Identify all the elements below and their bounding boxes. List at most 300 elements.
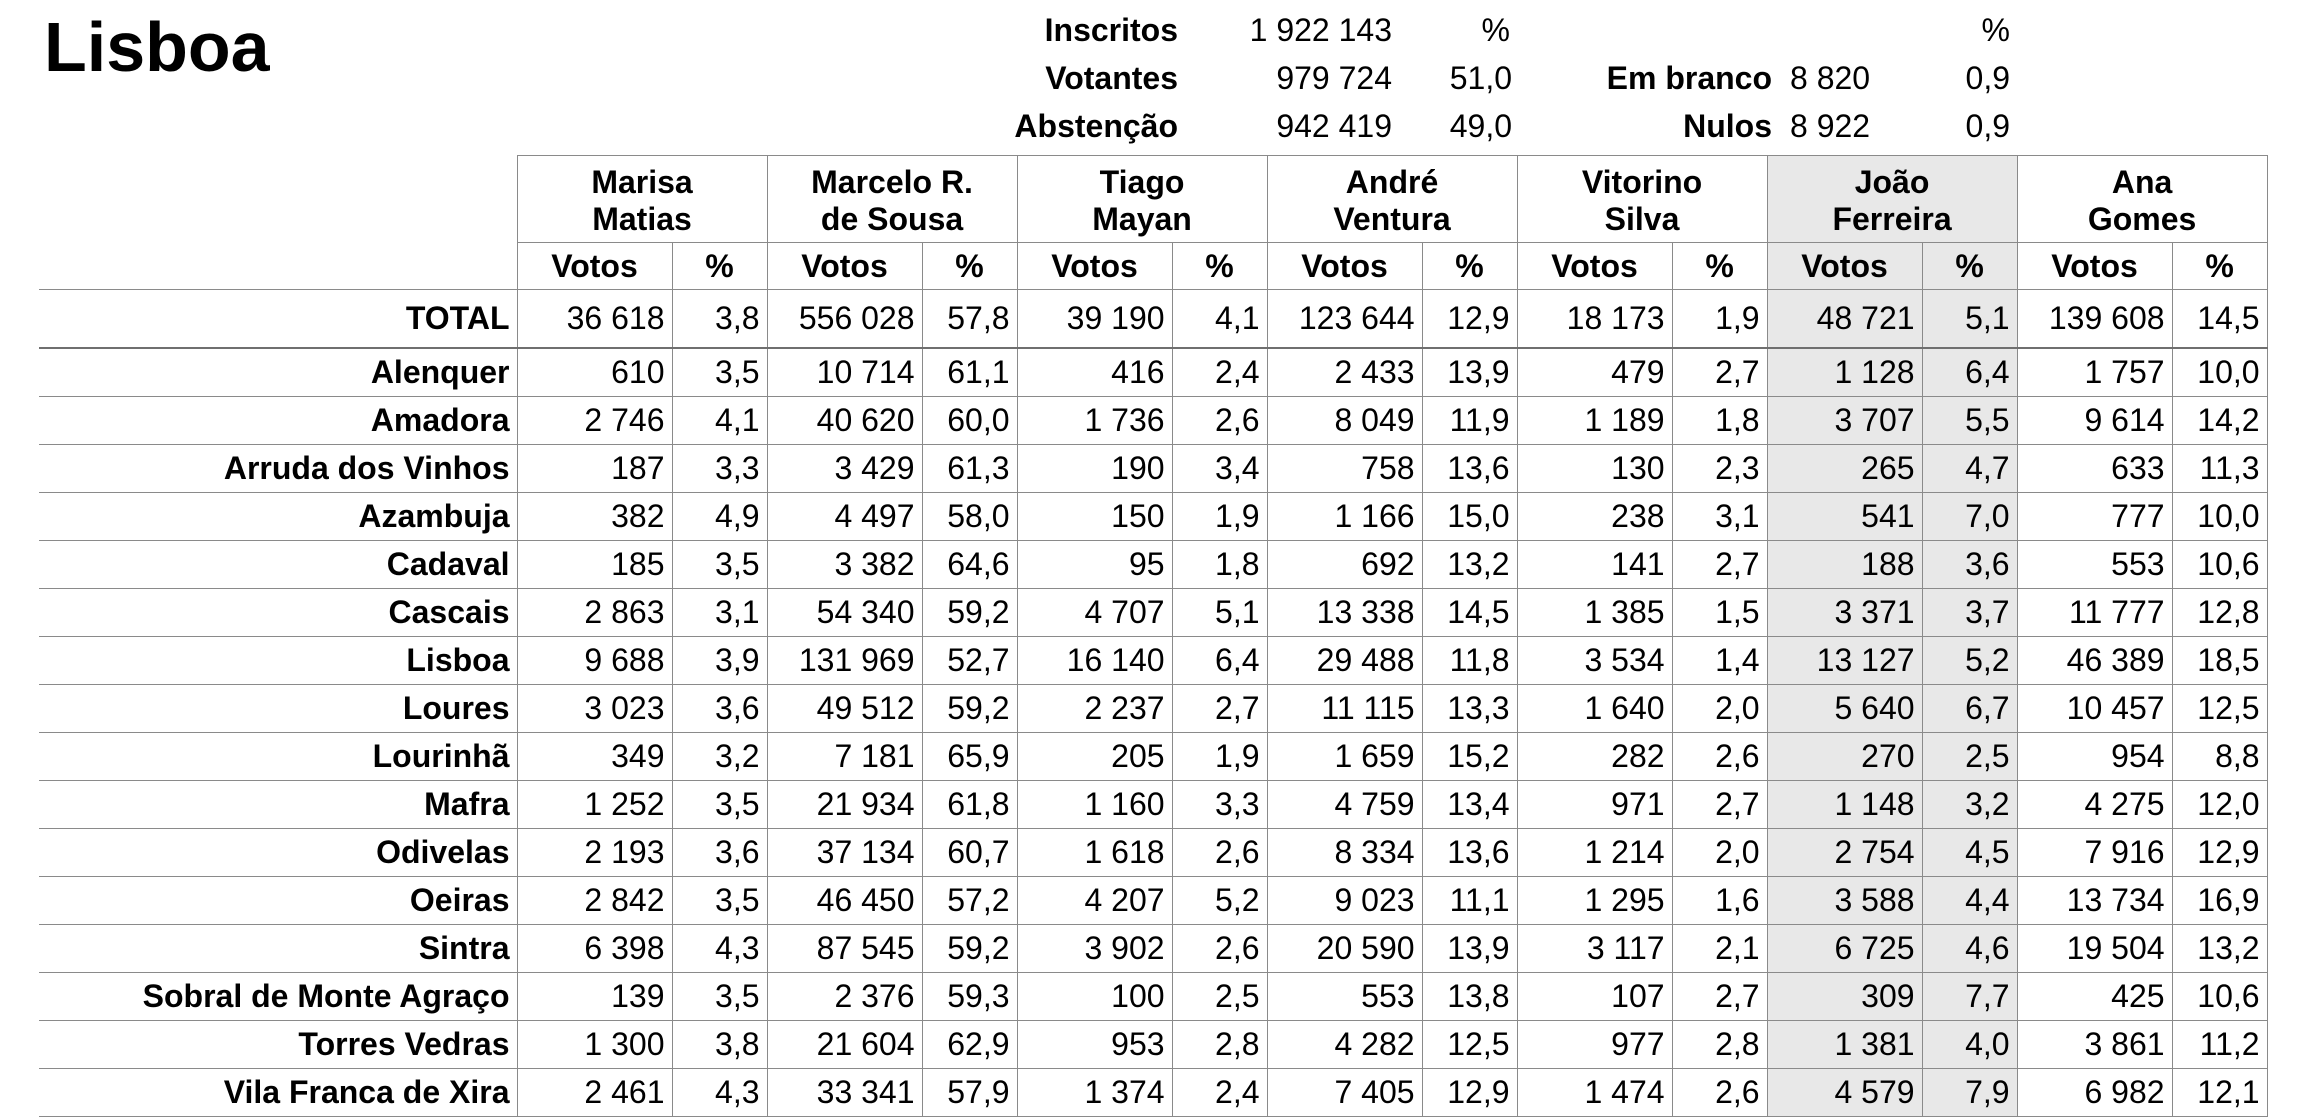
summary-abstencao-label: Abstenção bbox=[1014, 108, 1178, 144]
candidate-name-line2: Ventura bbox=[1333, 201, 1451, 237]
percent-cell: 11,8 bbox=[1422, 637, 1517, 685]
votes-cell: 1 252 bbox=[517, 781, 672, 829]
votes-cell: 2 863 bbox=[517, 589, 672, 637]
votes-cell: 425 bbox=[2017, 973, 2172, 1021]
percent-cell: 5,1 bbox=[1922, 290, 2017, 349]
percent-cell: 2,4 bbox=[1172, 1069, 1267, 1117]
votes-cell: 553 bbox=[2017, 541, 2172, 589]
candidate-name-line2: Gomes bbox=[2087, 201, 2197, 237]
percent-cell: 12,5 bbox=[2172, 685, 2267, 733]
results-body bbox=[39, 290, 2267, 1117]
votes-cell: 954 bbox=[2017, 733, 2172, 781]
votes-cell: 10 457 bbox=[2017, 685, 2172, 733]
summary-pct-header-2: % bbox=[1981, 12, 2010, 48]
votes-cell: 9 614 bbox=[2017, 397, 2172, 445]
votes-cell: 692 bbox=[1267, 541, 1422, 589]
votes-column-header: Votos bbox=[1517, 243, 1672, 290]
votes-cell: 3 023 bbox=[517, 685, 672, 733]
votes-cell: 1 474 bbox=[1517, 1069, 1672, 1117]
votes-cell: 758 bbox=[1267, 445, 1422, 493]
percent-cell: 58,0 bbox=[922, 493, 1017, 541]
municipality-name: Alenquer bbox=[39, 348, 517, 397]
percent-cell: 11,2 bbox=[2172, 1021, 2267, 1069]
percent-cell: 12,1 bbox=[2172, 1069, 2267, 1117]
votes-cell: 48 721 bbox=[1767, 290, 1922, 349]
votes-cell: 6 398 bbox=[517, 925, 672, 973]
candidate-name-line1: André bbox=[1345, 164, 1439, 200]
votes-cell: 4 275 bbox=[2017, 781, 2172, 829]
votes-cell: 1 736 bbox=[1017, 397, 1172, 445]
votes-cell: 3 382 bbox=[767, 541, 922, 589]
summary-nulos-value: 8 922 bbox=[1790, 108, 1871, 144]
candidate-name-line1: Ana bbox=[2111, 164, 2173, 200]
percent-cell: 11,3 bbox=[2172, 445, 2267, 493]
votes-cell: 3 371 bbox=[1767, 589, 1922, 637]
municipality-name: Lisboa bbox=[39, 637, 517, 685]
votes-cell: 39 190 bbox=[1017, 290, 1172, 349]
percent-cell: 13,6 bbox=[1422, 445, 1517, 493]
percent-cell: 6,7 bbox=[1922, 685, 2017, 733]
percent-cell: 2,1 bbox=[1672, 925, 1767, 973]
percent-cell: 3,6 bbox=[672, 685, 767, 733]
candidate-header bbox=[767, 156, 1017, 243]
votes-cell: 205 bbox=[1017, 733, 1172, 781]
percent-cell: 3,5 bbox=[672, 541, 767, 589]
summary-em-branco-value: 8 820 bbox=[1790, 60, 1871, 96]
candidate-header bbox=[2017, 156, 2267, 243]
percent-cell: 3,5 bbox=[672, 348, 767, 397]
percent-cell: 61,3 bbox=[922, 445, 1017, 493]
percent-cell: 12,9 bbox=[1422, 1069, 1517, 1117]
percent-cell: 2,6 bbox=[1672, 1069, 1767, 1117]
percent-cell: 59,2 bbox=[922, 685, 1017, 733]
municipality-name: Oeiras bbox=[39, 877, 517, 925]
votes-cell: 4 707 bbox=[1017, 589, 1172, 637]
percent-cell: 2,8 bbox=[1172, 1021, 1267, 1069]
percent-cell: 14,2 bbox=[2172, 397, 2267, 445]
votes-cell: 1 659 bbox=[1267, 733, 1422, 781]
votes-cell: 49 512 bbox=[767, 685, 922, 733]
percent-cell: 1,9 bbox=[1172, 493, 1267, 541]
percent-cell: 4,9 bbox=[672, 493, 767, 541]
percent-cell: 61,8 bbox=[922, 781, 1017, 829]
percent-cell: 13,2 bbox=[1422, 541, 1517, 589]
percent-cell: 3,7 bbox=[1922, 589, 2017, 637]
municipality-name: Odivelas bbox=[39, 829, 517, 877]
candidate-name-line2: de Sousa bbox=[820, 201, 964, 237]
percent-cell: 3,5 bbox=[672, 973, 767, 1021]
votes-cell: 2 433 bbox=[1267, 348, 1422, 397]
candidate-name-line1: Tiago bbox=[1099, 164, 1185, 200]
percent-cell: 3,4 bbox=[1172, 445, 1267, 493]
candidate-name-line1: João bbox=[1854, 164, 1930, 200]
municipality-name: Amadora bbox=[39, 397, 517, 445]
municipality-name: Sintra bbox=[39, 925, 517, 973]
candidate-name-line1: Marisa bbox=[591, 164, 693, 200]
votes-cell: 1 757 bbox=[2017, 348, 2172, 397]
votes-cell: 139 608 bbox=[2017, 290, 2172, 349]
percent-cell: 5,2 bbox=[1922, 637, 2017, 685]
percent-cell: 12,0 bbox=[2172, 781, 2267, 829]
percent-cell: 10,6 bbox=[2172, 541, 2267, 589]
candidate-name-line2: Ferreira bbox=[1832, 201, 1952, 237]
percent-cell: 52,7 bbox=[922, 637, 1017, 685]
percent-cell: 12,9 bbox=[1422, 290, 1517, 349]
percent-cell: 4,3 bbox=[672, 1069, 767, 1117]
percent-column-header: % bbox=[672, 243, 767, 290]
municipality-name: Vila Franca de Xira bbox=[39, 1069, 517, 1117]
votes-cell: 29 488 bbox=[1267, 637, 1422, 685]
votes-cell: 7 405 bbox=[1267, 1069, 1422, 1117]
percent-cell: 8,8 bbox=[2172, 733, 2267, 781]
table-row bbox=[39, 1021, 2267, 1069]
percent-cell: 5,1 bbox=[1172, 589, 1267, 637]
percent-cell: 62,9 bbox=[922, 1021, 1017, 1069]
percent-cell: 2,8 bbox=[1672, 1021, 1767, 1069]
votes-cell: 18 173 bbox=[1517, 290, 1672, 349]
percent-cell: 3,8 bbox=[672, 1021, 767, 1069]
percent-cell: 10,6 bbox=[2172, 973, 2267, 1021]
summary-pct-header-1: % bbox=[1481, 12, 1510, 48]
votes-cell: 3 534 bbox=[1517, 637, 1672, 685]
subheader-row bbox=[39, 243, 2267, 290]
percent-cell: 13,3 bbox=[1422, 685, 1517, 733]
votes-column-header: Votos bbox=[2017, 243, 2172, 290]
percent-cell: 2,4 bbox=[1172, 348, 1267, 397]
votes-cell: 13 127 bbox=[1767, 637, 1922, 685]
votes-cell: 1 295 bbox=[1517, 877, 1672, 925]
percent-cell: 2,6 bbox=[1172, 925, 1267, 973]
percent-cell: 2,0 bbox=[1672, 829, 1767, 877]
percent-cell: 13,4 bbox=[1422, 781, 1517, 829]
votes-cell: 1 618 bbox=[1017, 829, 1172, 877]
table-row bbox=[39, 685, 2267, 733]
votes-cell: 777 bbox=[2017, 493, 2172, 541]
percent-cell: 65,9 bbox=[922, 733, 1017, 781]
table-row bbox=[39, 925, 2267, 973]
percent-cell: 7,7 bbox=[1922, 973, 2017, 1021]
percent-cell: 3,5 bbox=[672, 781, 767, 829]
percent-cell: 2,3 bbox=[1672, 445, 1767, 493]
votes-cell: 141 bbox=[1517, 541, 1672, 589]
percent-column-header: % bbox=[1672, 243, 1767, 290]
percent-cell: 60,7 bbox=[922, 829, 1017, 877]
table-row bbox=[39, 397, 2267, 445]
percent-cell: 4,7 bbox=[1922, 445, 2017, 493]
percent-cell: 18,5 bbox=[2172, 637, 2267, 685]
percent-cell: 2,7 bbox=[1172, 685, 1267, 733]
percent-cell: 13,2 bbox=[2172, 925, 2267, 973]
votes-cell: 150 bbox=[1017, 493, 1172, 541]
percent-cell: 4,4 bbox=[1922, 877, 2017, 925]
votes-cell: 238 bbox=[1517, 493, 1672, 541]
votes-cell: 3 707 bbox=[1767, 397, 1922, 445]
percent-cell: 3,2 bbox=[672, 733, 767, 781]
votes-cell: 309 bbox=[1767, 973, 1922, 1021]
votes-cell: 633 bbox=[2017, 445, 2172, 493]
percent-cell: 6,4 bbox=[1922, 348, 2017, 397]
votes-cell: 139 bbox=[517, 973, 672, 1021]
percent-cell: 13,6 bbox=[1422, 829, 1517, 877]
percent-cell: 1,8 bbox=[1672, 397, 1767, 445]
votes-cell: 1 214 bbox=[1517, 829, 1672, 877]
votes-cell: 977 bbox=[1517, 1021, 1672, 1069]
percent-cell: 2,7 bbox=[1672, 541, 1767, 589]
percent-cell: 3,8 bbox=[672, 290, 767, 349]
votes-cell: 3 429 bbox=[767, 445, 922, 493]
table-row bbox=[39, 1069, 2267, 1117]
percent-cell: 2,7 bbox=[1672, 973, 1767, 1021]
votes-cell: 95 bbox=[1017, 541, 1172, 589]
votes-cell: 54 340 bbox=[767, 589, 922, 637]
votes-cell: 13 734 bbox=[2017, 877, 2172, 925]
results-table bbox=[39, 155, 2268, 1117]
votes-cell: 4 282 bbox=[1267, 1021, 1422, 1069]
candidate-name-line2: Silva bbox=[1604, 201, 1680, 237]
total-label: TOTAL bbox=[39, 290, 517, 349]
percent-cell: 2,5 bbox=[1922, 733, 2017, 781]
percent-cell: 16,9 bbox=[2172, 877, 2267, 925]
votes-cell: 971 bbox=[1517, 781, 1672, 829]
percent-cell: 2,6 bbox=[1172, 829, 1267, 877]
candidate-header bbox=[1767, 156, 2017, 243]
votes-cell: 10 714 bbox=[767, 348, 922, 397]
votes-cell: 16 140 bbox=[1017, 637, 1172, 685]
votes-cell: 553 bbox=[1267, 973, 1422, 1021]
votes-cell: 11 115 bbox=[1267, 685, 1422, 733]
percent-cell: 3,3 bbox=[1172, 781, 1267, 829]
votes-cell: 1 166 bbox=[1267, 493, 1422, 541]
percent-cell: 3,6 bbox=[672, 829, 767, 877]
percent-cell: 7,0 bbox=[1922, 493, 2017, 541]
votes-cell: 4 759 bbox=[1267, 781, 1422, 829]
percent-cell: 2,6 bbox=[1672, 733, 1767, 781]
votes-cell: 541 bbox=[1767, 493, 1922, 541]
votes-cell: 11 777 bbox=[2017, 589, 2172, 637]
candidate-name-line1: Vitorino bbox=[1581, 164, 1703, 200]
votes-cell: 123 644 bbox=[1267, 290, 1422, 349]
votes-cell: 2 461 bbox=[517, 1069, 672, 1117]
votes-cell: 36 618 bbox=[517, 290, 672, 349]
votes-cell: 2 376 bbox=[767, 973, 922, 1021]
percent-cell: 11,9 bbox=[1422, 397, 1517, 445]
votes-cell: 7 916 bbox=[2017, 829, 2172, 877]
votes-cell: 5 640 bbox=[1767, 685, 1922, 733]
municipality-name: Cascais bbox=[39, 589, 517, 637]
percent-cell: 2,0 bbox=[1672, 685, 1767, 733]
percent-cell: 3,3 bbox=[672, 445, 767, 493]
percent-cell: 12,5 bbox=[1422, 1021, 1517, 1069]
header-corner bbox=[39, 156, 517, 243]
percent-cell: 3,1 bbox=[672, 589, 767, 637]
percent-cell: 11,1 bbox=[1422, 877, 1517, 925]
votes-cell: 7 181 bbox=[767, 733, 922, 781]
candidate-name-line2: Mayan bbox=[1092, 201, 1192, 237]
summary-inscritos-label: Inscritos bbox=[1044, 12, 1178, 48]
votes-cell: 13 338 bbox=[1267, 589, 1422, 637]
percent-cell: 1,6 bbox=[1672, 877, 1767, 925]
percent-cell: 2,6 bbox=[1172, 397, 1267, 445]
percent-column-header: % bbox=[922, 243, 1017, 290]
candidate-name-line2: Matias bbox=[592, 201, 692, 237]
municipality-name: Lourinhã bbox=[39, 733, 517, 781]
summary-em-branco-label: Em branco bbox=[1606, 60, 1772, 96]
percent-cell: 15,2 bbox=[1422, 733, 1517, 781]
votes-cell: 265 bbox=[1767, 445, 1922, 493]
summary-votantes-label: Votantes bbox=[1045, 60, 1178, 96]
table-row bbox=[39, 541, 2267, 589]
votes-cell: 416 bbox=[1017, 348, 1172, 397]
votes-cell: 1 189 bbox=[1517, 397, 1672, 445]
summary-block bbox=[0, 0, 2313, 150]
votes-cell: 2 746 bbox=[517, 397, 672, 445]
percent-cell: 12,8 bbox=[2172, 589, 2267, 637]
percent-cell: 59,2 bbox=[922, 925, 1017, 973]
votes-cell: 131 969 bbox=[767, 637, 922, 685]
votes-cell: 3 588 bbox=[1767, 877, 1922, 925]
percent-cell: 61,1 bbox=[922, 348, 1017, 397]
municipality-name: Mafra bbox=[39, 781, 517, 829]
votes-cell: 2 842 bbox=[517, 877, 672, 925]
table-row bbox=[39, 781, 2267, 829]
summary-abstencao-value: 942 419 bbox=[1276, 108, 1392, 144]
votes-cell: 1 148 bbox=[1767, 781, 1922, 829]
percent-cell: 57,8 bbox=[922, 290, 1017, 349]
votes-cell: 610 bbox=[517, 348, 672, 397]
table-row bbox=[39, 445, 2267, 493]
table-row bbox=[39, 829, 2267, 877]
votes-cell: 190 bbox=[1017, 445, 1172, 493]
votes-cell: 3 902 bbox=[1017, 925, 1172, 973]
municipality-name: Arruda dos Vinhos bbox=[39, 445, 517, 493]
table-row bbox=[39, 493, 2267, 541]
summary-votantes-pct: 51,0 bbox=[1449, 60, 1512, 96]
summary-em-branco-pct: 0,9 bbox=[1965, 60, 2010, 96]
percent-cell: 15,0 bbox=[1422, 493, 1517, 541]
percent-cell: 1,9 bbox=[1672, 290, 1767, 349]
percent-cell: 57,2 bbox=[922, 877, 1017, 925]
votes-cell: 19 504 bbox=[2017, 925, 2172, 973]
votes-cell: 100 bbox=[1017, 973, 1172, 1021]
votes-column-header: Votos bbox=[767, 243, 922, 290]
votes-cell: 107 bbox=[1517, 973, 1672, 1021]
votes-cell: 1 385 bbox=[1517, 589, 1672, 637]
summary-inscritos-value: 1 922 143 bbox=[1249, 12, 1392, 48]
candidate-name-line1: Marcelo R. bbox=[811, 164, 973, 200]
votes-cell: 9 688 bbox=[517, 637, 672, 685]
candidate-header bbox=[1267, 156, 1517, 243]
candidate-header bbox=[517, 156, 767, 243]
summary-abstencao-pct: 49,0 bbox=[1449, 108, 1512, 144]
percent-column-header: % bbox=[2172, 243, 2267, 290]
percent-cell: 7,9 bbox=[1922, 1069, 2017, 1117]
percent-cell: 59,2 bbox=[922, 589, 1017, 637]
table-row bbox=[39, 877, 2267, 925]
percent-cell: 3,2 bbox=[1922, 781, 2017, 829]
votes-cell: 556 028 bbox=[767, 290, 922, 349]
percent-cell: 2,5 bbox=[1172, 973, 1267, 1021]
votes-column-header: Votos bbox=[517, 243, 672, 290]
votes-column-header: Votos bbox=[1767, 243, 1922, 290]
votes-cell: 20 590 bbox=[1267, 925, 1422, 973]
votes-cell: 2 754 bbox=[1767, 829, 1922, 877]
votes-cell: 1 374 bbox=[1017, 1069, 1172, 1117]
percent-cell: 4,1 bbox=[1172, 290, 1267, 349]
percent-column-header: % bbox=[1422, 243, 1517, 290]
percent-cell: 10,0 bbox=[2172, 493, 2267, 541]
municipality-name: Loures bbox=[39, 685, 517, 733]
votes-cell: 40 620 bbox=[767, 397, 922, 445]
table-row bbox=[39, 973, 2267, 1021]
percent-cell: 1,4 bbox=[1672, 637, 1767, 685]
percent-cell: 3,6 bbox=[1922, 541, 2017, 589]
percent-cell: 10,0 bbox=[2172, 348, 2267, 397]
percent-cell: 4,1 bbox=[672, 397, 767, 445]
municipality-name: Sobral de Monte Agraço bbox=[39, 973, 517, 1021]
votes-cell: 188 bbox=[1767, 541, 1922, 589]
percent-cell: 1,8 bbox=[1172, 541, 1267, 589]
votes-cell: 953 bbox=[1017, 1021, 1172, 1069]
summary-nulos-pct: 0,9 bbox=[1965, 108, 2010, 144]
percent-cell: 12,9 bbox=[2172, 829, 2267, 877]
percent-cell: 1,9 bbox=[1172, 733, 1267, 781]
percent-cell: 4,6 bbox=[1922, 925, 2017, 973]
candidate-header bbox=[1517, 156, 1767, 243]
votes-column-header: Votos bbox=[1267, 243, 1422, 290]
summary-nulos-label: Nulos bbox=[1683, 108, 1772, 144]
votes-cell: 4 579 bbox=[1767, 1069, 1922, 1117]
votes-cell: 1 160 bbox=[1017, 781, 1172, 829]
votes-cell: 8 049 bbox=[1267, 397, 1422, 445]
votes-cell: 8 334 bbox=[1267, 829, 1422, 877]
votes-cell: 2 237 bbox=[1017, 685, 1172, 733]
region-title: Lisboa bbox=[44, 8, 270, 86]
votes-cell: 130 bbox=[1517, 445, 1672, 493]
votes-cell: 4 207 bbox=[1017, 877, 1172, 925]
percent-cell: 14,5 bbox=[2172, 290, 2267, 349]
percent-cell: 2,7 bbox=[1672, 348, 1767, 397]
percent-cell: 4,3 bbox=[672, 925, 767, 973]
percent-cell: 5,5 bbox=[1922, 397, 2017, 445]
percent-cell: 5,2 bbox=[1172, 877, 1267, 925]
votes-cell: 46 450 bbox=[767, 877, 922, 925]
votes-cell: 1 300 bbox=[517, 1021, 672, 1069]
votes-cell: 479 bbox=[1517, 348, 1672, 397]
percent-cell: 4,5 bbox=[1922, 829, 2017, 877]
votes-cell: 21 934 bbox=[767, 781, 922, 829]
percent-cell: 64,6 bbox=[922, 541, 1017, 589]
votes-cell: 87 545 bbox=[767, 925, 922, 973]
total-row bbox=[39, 290, 2267, 349]
percent-cell: 57,9 bbox=[922, 1069, 1017, 1117]
percent-cell: 3,9 bbox=[672, 637, 767, 685]
votes-cell: 6 982 bbox=[2017, 1069, 2172, 1117]
candidate-header-row bbox=[39, 156, 2267, 243]
votes-cell: 349 bbox=[517, 733, 672, 781]
votes-cell: 1 128 bbox=[1767, 348, 1922, 397]
table-row bbox=[39, 589, 2267, 637]
votes-cell: 37 134 bbox=[767, 829, 922, 877]
percent-cell: 13,9 bbox=[1422, 348, 1517, 397]
subheader-corner bbox=[39, 243, 517, 290]
municipality-name: Azambuja bbox=[39, 493, 517, 541]
votes-cell: 9 023 bbox=[1267, 877, 1422, 925]
votes-cell: 1 640 bbox=[1517, 685, 1672, 733]
table-row bbox=[39, 348, 2267, 397]
municipality-name: Cadaval bbox=[39, 541, 517, 589]
votes-cell: 3 861 bbox=[2017, 1021, 2172, 1069]
percent-cell: 14,5 bbox=[1422, 589, 1517, 637]
